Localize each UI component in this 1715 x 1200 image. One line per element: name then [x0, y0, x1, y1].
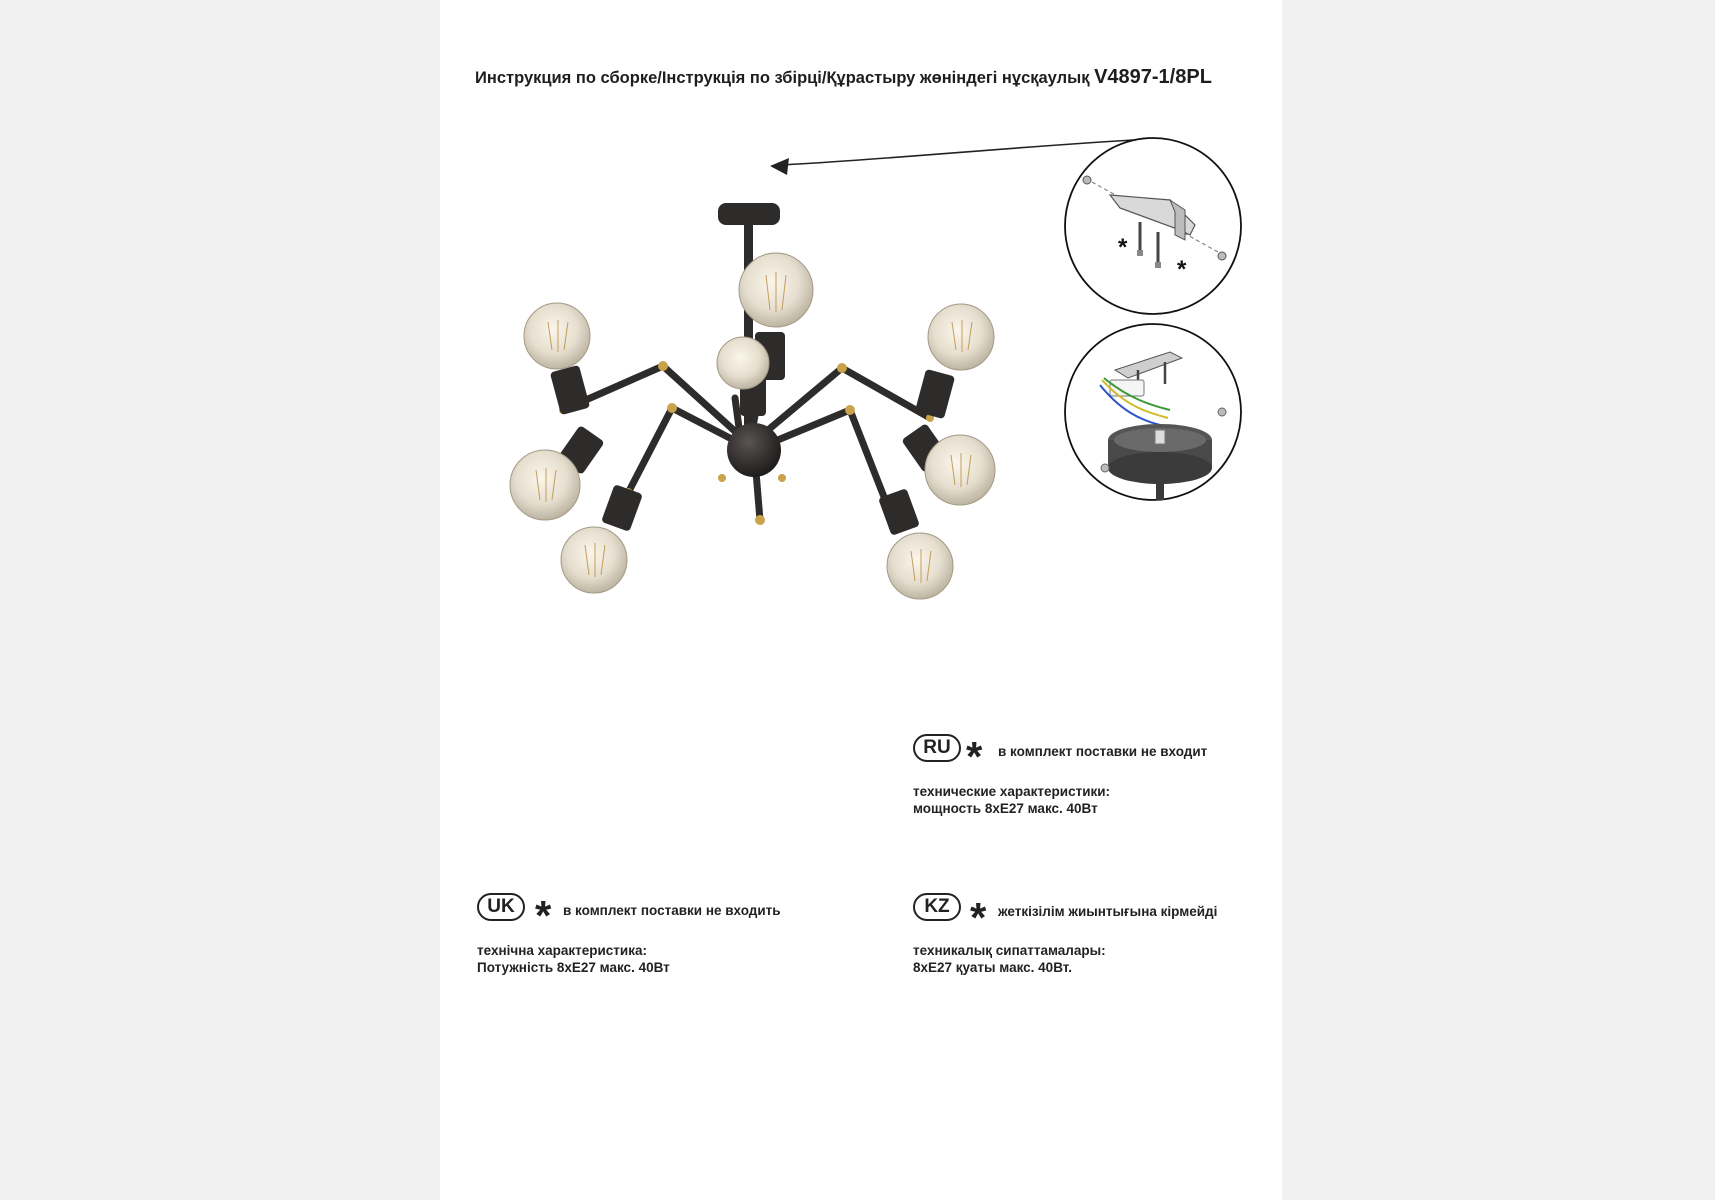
chandelier-image [510, 203, 995, 599]
title-text: Инструкция по сборке/Інструкція по збірці/Құрастыру жөніндегі нұсқаулық [475, 69, 1090, 87]
spec-heading-ru: технические характеристики: [913, 784, 1111, 799]
language-badge-uk: UK [477, 893, 525, 921]
detail-star-1: * [1118, 234, 1128, 261]
language-badge-kz: KZ [913, 893, 961, 921]
spec-value-uk: Потужність 8хЕ27 макс. 40Вт [477, 960, 670, 975]
language-badge-ru: RU [913, 734, 961, 762]
asterisk-kz: * [970, 894, 987, 941]
asterisk-uk: * [535, 892, 552, 939]
spec-value-kz: 8хЕ27 қуаты макс. 40Вт. [913, 960, 1072, 975]
spec-ru [913, 783, 1110, 817]
pointer-arrow [770, 140, 1133, 175]
mounting-bracket-detail [1065, 138, 1241, 314]
note-ru: в комплект поставки не входит [998, 744, 1208, 759]
note-kz: жеткізілім жиынтығына кірмейді [998, 904, 1218, 919]
spec-heading-kz: техникалық сипаттамалары: [913, 943, 1106, 958]
detail-star-2: * [1177, 256, 1187, 283]
spec-value-ru: мощность 8хЕ27 макс. 40Вт [913, 801, 1098, 816]
spec-kz [913, 942, 1106, 976]
spec-uk [477, 942, 670, 976]
spec-heading-uk: технічна характеристика: [477, 943, 647, 958]
asterisk-ru: * [966, 733, 983, 780]
note-uk: в комплект поставки не входить [563, 903, 781, 918]
wiring-canopy-detail [1065, 324, 1241, 500]
model-number: V4897-1/8PL [1094, 66, 1212, 88]
